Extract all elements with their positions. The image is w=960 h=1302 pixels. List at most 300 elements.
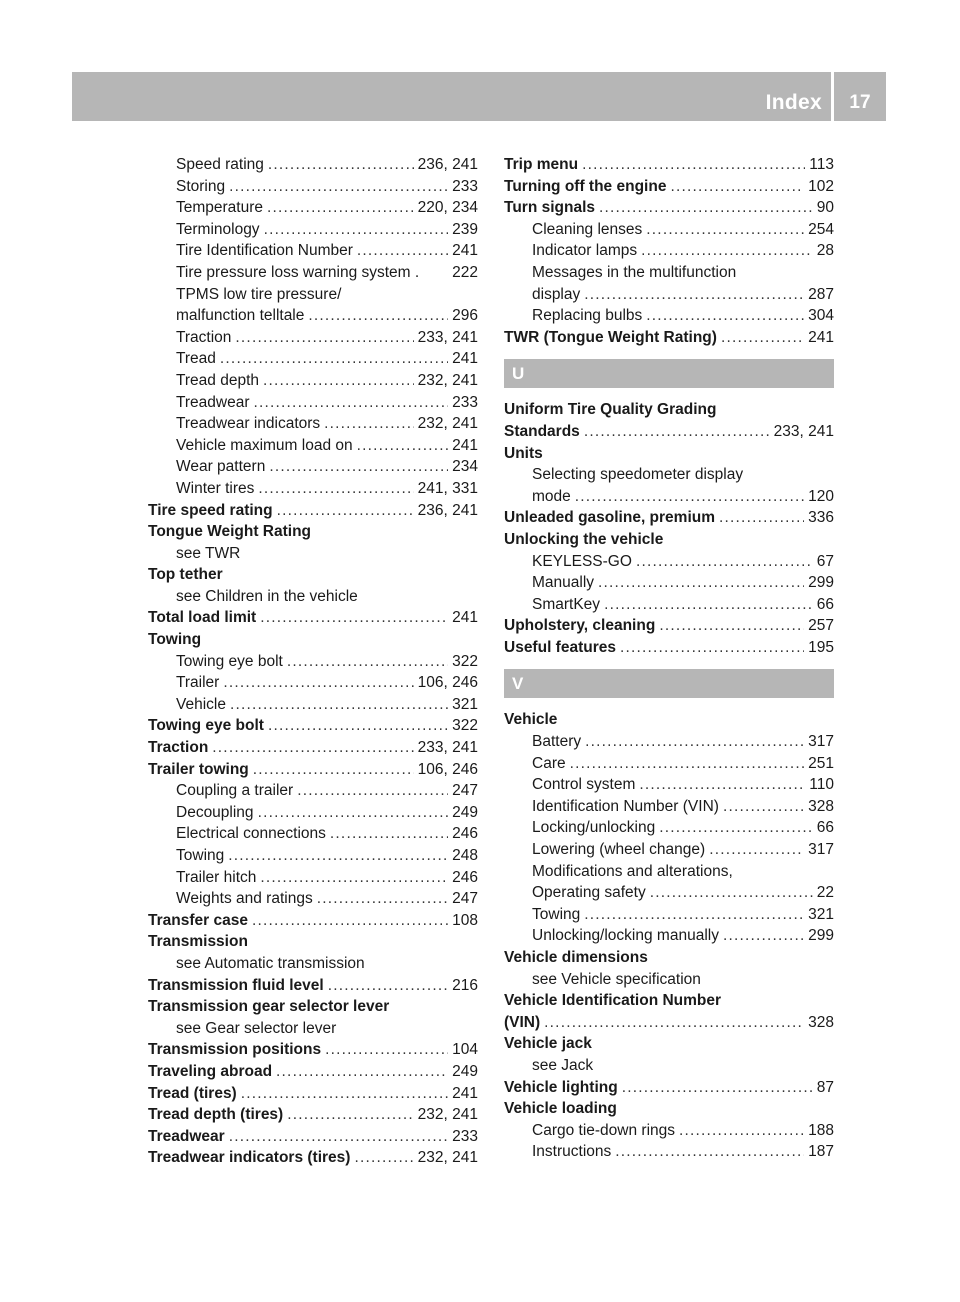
index-entry: [504, 1033, 834, 1055]
entry-page-reference[interactable]: 220, 234: [417, 199, 478, 217]
index-entry: [148, 910, 478, 932]
dot-leader: [598, 572, 804, 594]
entry-term: Vehicle dimensions: [504, 949, 648, 966]
entry-term: Coupling a trailer: [176, 782, 294, 800]
entry-term: Treadwear indicators: [176, 415, 321, 433]
index-subentry: [148, 888, 478, 910]
index-subentry: [504, 262, 834, 284]
dot-leader: [584, 421, 770, 443]
section-letter-heading: V: [504, 669, 834, 698]
dot-leader: [252, 910, 448, 932]
entry-page-reference[interactable]: 246: [452, 868, 478, 886]
entry-term: Traction: [176, 328, 232, 346]
entry-page-reference[interactable]: 102: [808, 177, 834, 195]
index-subentry: [504, 817, 834, 839]
dot-leader: [575, 486, 804, 508]
index-subentry: [504, 969, 834, 991]
entry-page-reference[interactable]: 216: [452, 976, 478, 994]
dot-leader: [276, 1061, 448, 1083]
entry-term: Vehicle Identification Number: [504, 992, 722, 1010]
entry-page-reference[interactable]: 241: [452, 350, 478, 368]
entry-page-reference[interactable]: 187: [808, 1143, 834, 1161]
index-entry: [148, 1126, 478, 1148]
index-entry: [504, 421, 834, 443]
index-entry: [504, 529, 834, 551]
index-subentry: [148, 802, 478, 824]
dot-leader: [357, 435, 449, 457]
dot-leader: [228, 845, 448, 867]
entry-page-reference[interactable]: 336: [808, 509, 834, 527]
entry-page-reference[interactable]: 67: [816, 552, 834, 570]
dot-leader: [620, 637, 804, 659]
index-subentry: [504, 594, 834, 616]
entry-term: Treadwear: [176, 393, 250, 411]
entry-page-reference[interactable]: 236, 241: [417, 501, 478, 519]
entry-term: Tread: [176, 350, 216, 368]
entry-page-reference[interactable]: 87: [816, 1078, 834, 1096]
index-subentry: [148, 694, 478, 716]
entry-term: Transmission positions: [148, 1041, 322, 1059]
index-entry: [148, 996, 478, 1018]
dot-leader: [220, 348, 448, 370]
entry-page-reference[interactable]: 304: [808, 307, 834, 325]
dot-leader: [264, 219, 449, 241]
entry-term: Storing: [176, 177, 226, 195]
entry-term: Vehicle loading: [504, 1100, 617, 1118]
index-entry: [504, 947, 834, 969]
entry-page-reference[interactable]: 287: [808, 285, 834, 303]
dot-leader: [263, 370, 414, 392]
entry-term: Electrical connections: [176, 825, 326, 843]
index-entry: [504, 399, 834, 421]
index-entry: [504, 1098, 834, 1120]
entry-term: Unlocking/locking manually: [532, 927, 719, 945]
index-subentry: [504, 753, 834, 775]
dot-leader: [585, 731, 804, 753]
entry-term: Modifications and alterations,: [532, 862, 733, 880]
entry-page-reference[interactable]: 232, 241: [417, 1106, 478, 1124]
entry-term: Selecting speedometer display: [532, 466, 744, 484]
entry-term: Vehicle maximum load on: [176, 436, 353, 454]
entry-term: Units: [504, 444, 543, 462]
index-subentry: [148, 651, 478, 673]
entry-term: Vehicle jack: [504, 1035, 592, 1053]
dot-leader: [709, 839, 804, 861]
dot-leader: [659, 817, 813, 839]
index-column-left: [148, 154, 478, 1169]
entry-page-reference[interactable]: 188: [808, 1121, 834, 1139]
index-subentry: [504, 1055, 834, 1077]
dot-leader: [317, 888, 448, 910]
index-entry: [504, 176, 834, 198]
entry-page-reference[interactable]: 328: [808, 1013, 834, 1031]
dot-leader: [253, 759, 414, 781]
entry-term: Control system: [532, 776, 636, 794]
dot-leader: [615, 1141, 804, 1163]
index-subentry: [504, 925, 834, 947]
dot-leader: [582, 154, 805, 176]
dot-leader: [719, 507, 804, 529]
entry-term: Uniform Tire Quality Grading: [504, 401, 717, 419]
index-subentry: [504, 486, 834, 508]
entry-term: Towing eye bolt: [148, 717, 264, 735]
dot-leader: [721, 327, 804, 349]
entry-term: Trailer hitch: [176, 868, 257, 886]
entry-page-reference[interactable]: 22: [816, 884, 834, 902]
index-subentry: [148, 586, 478, 608]
entry-term: Towing eye bolt: [176, 652, 283, 670]
index-entry: [148, 1083, 478, 1105]
dot-leader: [223, 672, 413, 694]
entry-term: Tread depth: [176, 371, 260, 389]
entry-page-reference[interactable]: 120: [808, 487, 834, 505]
entry-term: Vehicle: [504, 711, 558, 729]
entry-page-reference[interactable]: 233, 241: [417, 328, 478, 346]
entry-term: malfunction telltale: [176, 307, 305, 325]
entry-page-reference[interactable]: 234: [452, 458, 478, 476]
dot-leader: [258, 478, 413, 500]
entry-page-reference[interactable]: 110: [809, 776, 834, 794]
dot-leader: [584, 904, 804, 926]
index-subentry: [148, 478, 478, 500]
entry-term: Treadwear: [148, 1127, 225, 1145]
entry-term: Towing: [532, 905, 581, 923]
entry-term: (VIN): [504, 1013, 541, 1031]
entry-page-reference[interactable]: 233: [452, 1127, 478, 1145]
entry-term: Traveling abroad: [148, 1062, 273, 1080]
index-entry: [148, 500, 478, 522]
dot-leader: [636, 551, 813, 573]
entry-page-reference[interactable]: 249: [452, 803, 478, 821]
dot-leader: [229, 1126, 448, 1148]
section-title: Index: [765, 91, 822, 114]
entry-page-reference[interactable]: 247: [452, 782, 478, 800]
entry-term: Replacing bulbs: [532, 307, 643, 325]
entry-page-reference[interactable]: 254: [808, 220, 834, 238]
entry-term: Decoupling: [176, 803, 254, 821]
entry-term: Unlocking the vehicle: [504, 530, 664, 548]
index-subentry: [148, 413, 478, 435]
index-subentry: [148, 370, 478, 392]
index-column-right: [504, 154, 834, 1163]
entry-term: Treadwear indicators (tires): [148, 1149, 351, 1167]
entry-term: SmartKey: [532, 595, 601, 613]
entry-page-reference[interactable]: 241: [452, 242, 478, 260]
dot-leader: [268, 715, 448, 737]
entry-term: Tire Identification Number: [176, 242, 353, 260]
dot-leader: [325, 1039, 448, 1061]
entry-page-reference[interactable]: 66: [816, 819, 834, 837]
index-entry: [148, 975, 478, 997]
entry-page-reference[interactable]: 241: [452, 436, 478, 454]
entry-term: Upholstery, cleaning: [504, 617, 656, 635]
entry-term: Tread (tires): [148, 1084, 237, 1102]
entry-term: see Jack: [532, 1056, 594, 1074]
dot-leader: [308, 305, 448, 327]
dot-leader: [260, 867, 448, 889]
index-entry: [504, 709, 834, 731]
index-subentry: [148, 348, 478, 370]
entry-term: see Children in the vehicle: [176, 587, 358, 605]
entry-page-reference[interactable]: 241: [452, 1084, 478, 1102]
index-subentry: [148, 262, 478, 284]
dot-leader: [287, 651, 448, 673]
entry-page-reference[interactable]: 66: [816, 595, 834, 613]
index-entry: [148, 715, 478, 737]
index-subentry: [504, 305, 834, 327]
entry-page-reference[interactable]: 195: [808, 638, 834, 656]
entry-page-reference[interactable]: 248: [452, 847, 478, 864]
index-subentry: [148, 953, 478, 975]
entry-page-reference[interactable]: 233, 241: [417, 739, 478, 757]
entry-term: Turn signals: [504, 199, 596, 217]
entry-page-reference[interactable]: 321: [452, 695, 478, 713]
index-entry: [148, 1104, 478, 1126]
entry-page-reference[interactable]: 322: [452, 717, 478, 735]
entry-page-reference[interactable]: 296: [452, 307, 478, 325]
dot-leader: [229, 176, 448, 198]
entry-term: see Gear selector lever: [176, 1019, 337, 1037]
entry-term: Unleaded gasoline, premium: [504, 509, 716, 527]
entry-page-reference[interactable]: 257: [808, 617, 834, 635]
entry-term: Towing: [148, 631, 202, 649]
entry-term: Identification Number (VIN): [532, 797, 719, 815]
entry-term: Speed rating: [176, 156, 264, 173]
entry-term: Cleaning lenses: [532, 220, 643, 238]
entry-term: KEYLESS-GO: [532, 552, 632, 570]
dot-leader: [260, 607, 448, 629]
page-header: [72, 72, 886, 121]
index-entry: [504, 615, 834, 637]
dot-leader: [269, 456, 448, 478]
dot-leader: [268, 154, 414, 176]
entry-page-reference[interactable]: 321: [808, 905, 834, 923]
entry-page-reference[interactable]: 317: [808, 841, 834, 859]
dot-leader: [646, 219, 804, 241]
index-subentry: [504, 882, 834, 904]
dot-leader: [267, 197, 414, 219]
entry-term: Traction: [148, 739, 209, 757]
entry-term: Tongue Weight Rating: [148, 523, 312, 541]
index-entry: [148, 1039, 478, 1061]
entry-term: Trailer towing: [148, 760, 249, 778]
entry-term: Towing: [176, 847, 225, 864]
entry-page-reference[interactable]: 222: [452, 263, 478, 281]
index-entry: [504, 197, 834, 219]
entry-term: Transmission: [148, 933, 248, 951]
entry-term: Total load limit: [148, 609, 257, 627]
entry-term: Transmission fluid level: [148, 976, 324, 994]
entry-page-reference[interactable]: 322: [452, 652, 478, 670]
dot-leader: [723, 925, 804, 947]
entry-page-reference[interactable]: 113: [809, 156, 834, 173]
index-subentry: [504, 219, 834, 241]
entry-page-reference[interactable]: 232, 241: [417, 415, 478, 433]
entry-term: Vehicle lighting: [504, 1078, 618, 1096]
entry-term: TWR (Tongue Weight Rating): [504, 328, 717, 346]
entry-term: Turning off the engine: [504, 177, 667, 195]
dot-leader: [641, 240, 813, 262]
index-subentry: [148, 284, 478, 306]
entry-term: Operating safety: [532, 884, 646, 902]
index-subentry: [148, 456, 478, 478]
entry-term: Vehicle: [176, 695, 226, 713]
index-entry: [148, 737, 478, 759]
index-subentry: [148, 197, 478, 219]
index-subentry: [148, 154, 478, 176]
entry-term: display: [532, 285, 581, 303]
index-subentry: [504, 284, 834, 306]
entry-page-reference[interactable]: 299: [808, 927, 834, 945]
entry-term: Terminology: [176, 220, 260, 238]
entry-page-reference[interactable]: 232, 241: [417, 1149, 478, 1167]
dot-leader: [354, 1147, 413, 1169]
dot-leader: [324, 413, 414, 435]
entry-term: Lowering (wheel change): [532, 841, 706, 859]
entry-term: Trip menu: [504, 156, 579, 173]
index-subentry: [148, 176, 478, 198]
index-subentry: [504, 796, 834, 818]
dot-leader: [599, 197, 813, 219]
entry-page-reference[interactable]: 317: [808, 733, 834, 751]
index-entry: [148, 1061, 478, 1083]
index-entry: [504, 443, 834, 465]
index-entry: [148, 564, 478, 586]
dot-leader: [328, 975, 448, 997]
entry-page-reference[interactable]: 233: [452, 177, 478, 195]
entry-page-reference[interactable]: 90: [816, 199, 834, 217]
index-subentry: [504, 240, 834, 262]
entry-term: Tread depth (tires): [148, 1106, 284, 1124]
index-subentry: [148, 823, 478, 845]
entry-page-reference[interactable]: 232, 241: [417, 371, 478, 389]
index-entry: [148, 607, 478, 629]
entry-term: see TWR: [176, 544, 241, 562]
entry-page-reference[interactable]: 239: [452, 220, 478, 238]
index-subentry: [148, 305, 478, 327]
index-entry: [148, 759, 478, 781]
entry-term: Temperature: [176, 199, 264, 217]
entry-term: Transfer case: [148, 911, 248, 929]
dot-leader: [670, 176, 804, 198]
entry-term: Indicator lamps: [532, 242, 638, 260]
entry-page-reference[interactable]: 299: [808, 574, 834, 592]
dot-leader: [584, 284, 804, 306]
index-entry: [148, 521, 478, 543]
index-subentry: [504, 1141, 834, 1163]
index-entry: [148, 931, 478, 953]
entry-page-reference[interactable]: 233, 241: [773, 422, 834, 440]
dot-leader: [650, 882, 813, 904]
dot-leader: [287, 1104, 413, 1126]
dot-leader: [544, 1012, 804, 1034]
index-subentry: [148, 1018, 478, 1040]
dot-leader: [235, 327, 413, 349]
entry-page-reference[interactable]: 106, 246: [417, 674, 478, 692]
dot-leader: [212, 737, 413, 759]
index-entry: [504, 990, 834, 1012]
index-subentry: [504, 464, 834, 486]
index-subentry: [504, 731, 834, 753]
entry-term: Winter tires: [176, 479, 255, 497]
entry-page-reference[interactable]: 106, 246: [417, 760, 478, 778]
entry-term: Transmission gear selector lever: [148, 998, 390, 1016]
index-subentry: [148, 867, 478, 889]
entry-term: Care: [532, 754, 566, 772]
entry-page-reference[interactable]: 246: [452, 825, 478, 843]
entry-term: Messages in the multifunction: [532, 263, 737, 281]
index-subentry: [148, 392, 478, 414]
section-letter-heading: U: [504, 359, 834, 388]
dot-leader: [258, 802, 449, 824]
dot-leader: [357, 240, 448, 262]
index-entry: [504, 154, 834, 176]
index-entry: [504, 327, 834, 349]
index-subentry: [148, 543, 478, 565]
entry-page-reference[interactable]: 241: [808, 328, 834, 346]
dot-leader: [646, 305, 804, 327]
entry-page-reference[interactable]: 108: [452, 911, 478, 929]
index-subentry: [148, 240, 478, 262]
dot-leader: [230, 694, 448, 716]
entry-term: TPMS low tire pressure/: [176, 285, 342, 303]
entry-page-reference[interactable]: 236, 241: [417, 156, 478, 173]
index-entry: [148, 629, 478, 651]
dot-leader: [622, 1077, 813, 1099]
entry-page-reference[interactable]: 241, 331: [417, 479, 478, 497]
index-subentry: [504, 839, 834, 861]
index-entry: [504, 637, 834, 659]
dot-leader: [241, 1083, 448, 1105]
dot-leader: [723, 796, 804, 818]
entry-page-reference[interactable]: 28: [816, 242, 834, 260]
entry-page-reference[interactable]: 251: [808, 754, 834, 772]
entry-term: Cargo tie-down rings: [532, 1121, 676, 1139]
entry-term: Tire speed rating: [148, 501, 273, 519]
entry-page-reference[interactable]: 241: [452, 609, 478, 627]
entry-page-reference[interactable]: 247: [452, 890, 478, 908]
entry-term: see Automatic transmission: [176, 954, 365, 972]
index-subentry: [148, 435, 478, 457]
index-subentry: [504, 572, 834, 594]
entry-term: Instructions: [532, 1143, 612, 1161]
entry-page-reference[interactable]: 249: [452, 1062, 478, 1080]
dot-leader: [570, 753, 805, 775]
entry-term: Standards: [504, 422, 580, 440]
entry-term: see Vehicle specification: [532, 970, 701, 988]
index-entry: [504, 507, 834, 529]
dot-leader: [330, 823, 448, 845]
page-number: 17: [849, 92, 871, 113]
index-subentry: [504, 1120, 834, 1142]
entry-term: Wear pattern: [176, 458, 266, 476]
index-subentry: [504, 774, 834, 796]
dot-leader: [679, 1120, 804, 1142]
index-subentry: [148, 845, 478, 867]
index-entry: [504, 1077, 834, 1099]
entry-page-reference[interactable]: 328: [808, 797, 834, 815]
entry-page-reference[interactable]: 233: [452, 393, 478, 411]
index-subentry: [148, 327, 478, 349]
index-subentry: [504, 904, 834, 926]
dot-leader: [254, 392, 449, 414]
entry-term: Weights and ratings: [176, 890, 313, 908]
index-entry: [148, 1147, 478, 1169]
index-subentry: [504, 861, 834, 883]
index-subentry: [148, 672, 478, 694]
entry-page-reference[interactable]: 104: [452, 1041, 478, 1059]
entry-term: Battery: [532, 733, 582, 751]
